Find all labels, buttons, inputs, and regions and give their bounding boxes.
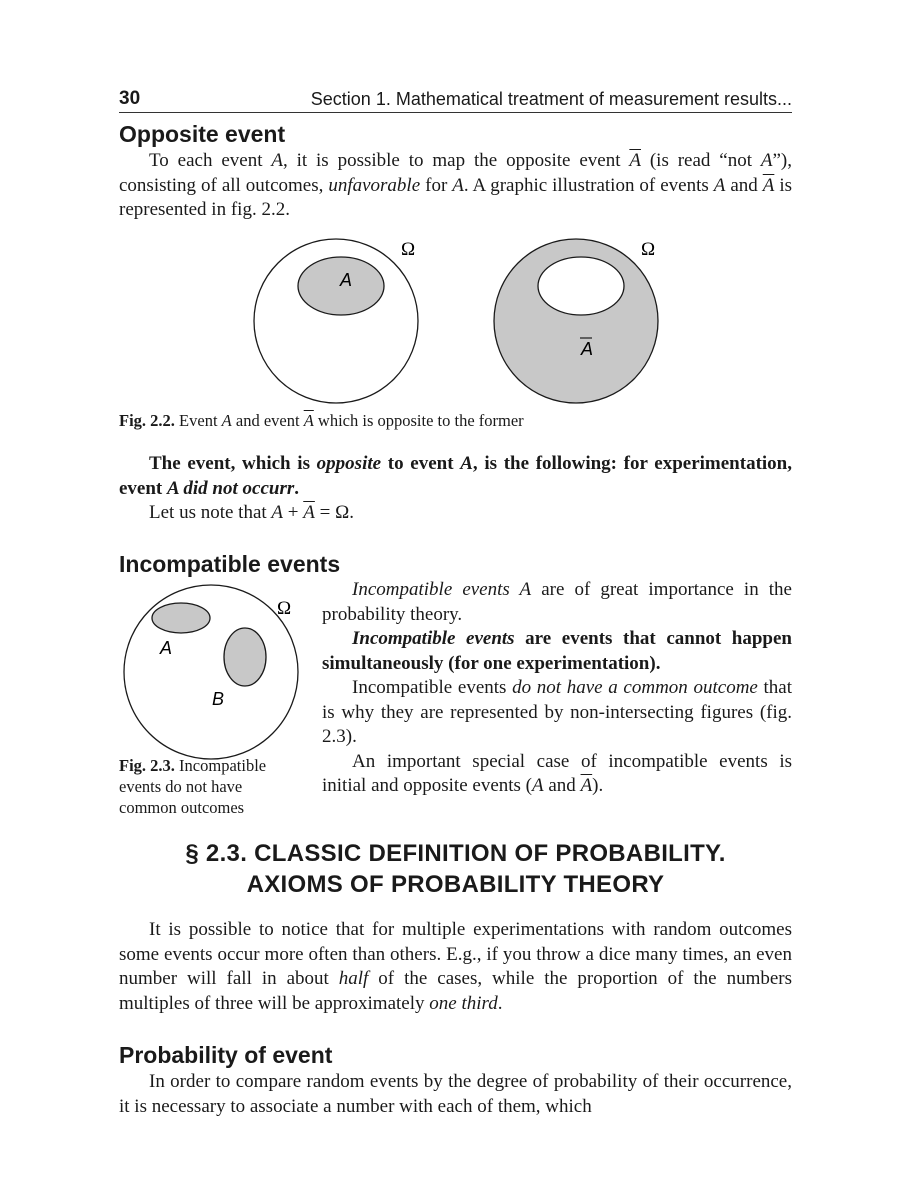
heading-probability-of-event: Probability of event [119, 1042, 333, 1068]
figure-2-2-caption: Fig. 2.2. Event A and event $\overline{A}$ which is opposite to the former [119, 411, 524, 430]
probability-paragraph: In order to compare random events by the degree of probability of their occurrence, it is necessary to associate a number with each of them, which [119, 1071, 792, 1117]
section-2-3-heading-line-2: AXIOMS OF PROBABILITY THEORY [246, 871, 665, 898]
incompatible-paragraph-2: Incompatible events are events that cannot happen simultaneously (for one experimentation). [322, 628, 793, 674]
running-head [119, 86, 792, 113]
section-2-3-heading-line-1: § 2.3. CLASSIC DEFINITION OF PROBABILITY. [185, 840, 726, 867]
label-b-incompatible: B [212, 689, 225, 709]
page-number: 30 [119, 88, 141, 109]
figure-2-3-caption: Fig. 2.3. Incompatible events do not have common outcomes [119, 756, 267, 817]
omega-label-right: Ω [641, 239, 656, 260]
opposite-intro-paragraph: To each event A, it is possible to map the opposite event $\overline{A}$ (is read “not A”), consisting of all outcomes, unfavorable for A. A graphic illustration of events A and $\overline{A}$ is represented in fig. 2.2. [119, 150, 793, 220]
event-b-ellipse [224, 628, 266, 686]
opposite-note-paragraph: Let us note that $A + \overline{A} = \Omega$. [149, 502, 354, 523]
heading-opposite-event: Opposite event [119, 121, 286, 147]
incompatible-text-column [322, 578, 792, 799]
incompatible-paragraph-3: Incompatible events do not have a common outcome that is why they are represented by non-intersecting figures (fig. 2.3). [322, 677, 793, 747]
event-a-ellipse-incompatible [152, 603, 210, 633]
incompatible-paragraph-4: An important special case of incompatible events is initial and opposite events (A and $\overline{A}$). [322, 750, 792, 796]
opposite-definition-paragraph: The event, which is opposite to event A, is the following: for experimentation, event A did not occurr. [119, 453, 792, 499]
figure-2-3-diagram [119, 580, 304, 765]
classic-paragraph: It is possible to notice that for multiple experimentations with random outcomes some events occur more often than others. E.g., if you throw a dice many times, an even number will fall in about half of the cases, while the proportion of the numbers multiples of three will be approximately one third. [119, 919, 793, 1014]
section-2-3-heading [119, 838, 792, 900]
label-a-incompatible: A [160, 638, 173, 658]
heading-incompatible-events: Incompatible events [119, 551, 341, 577]
label-a-left: A [340, 270, 353, 290]
omega-label-incompatible: Ω [277, 598, 292, 619]
event-a-hole-ellipse [538, 257, 624, 315]
incompatible-paragraph-1: Incompatible events A are of great importance in the probability theory. [322, 579, 792, 625]
label-a-bar-right: A [581, 339, 594, 359]
omega-circle-incompatible [124, 585, 298, 759]
omega-label-left: Ω [401, 239, 416, 260]
running-head-title: Section 1. Mathematical treatment of measurement results... [310, 89, 792, 109]
figure-2-2-diagram [240, 230, 680, 420]
